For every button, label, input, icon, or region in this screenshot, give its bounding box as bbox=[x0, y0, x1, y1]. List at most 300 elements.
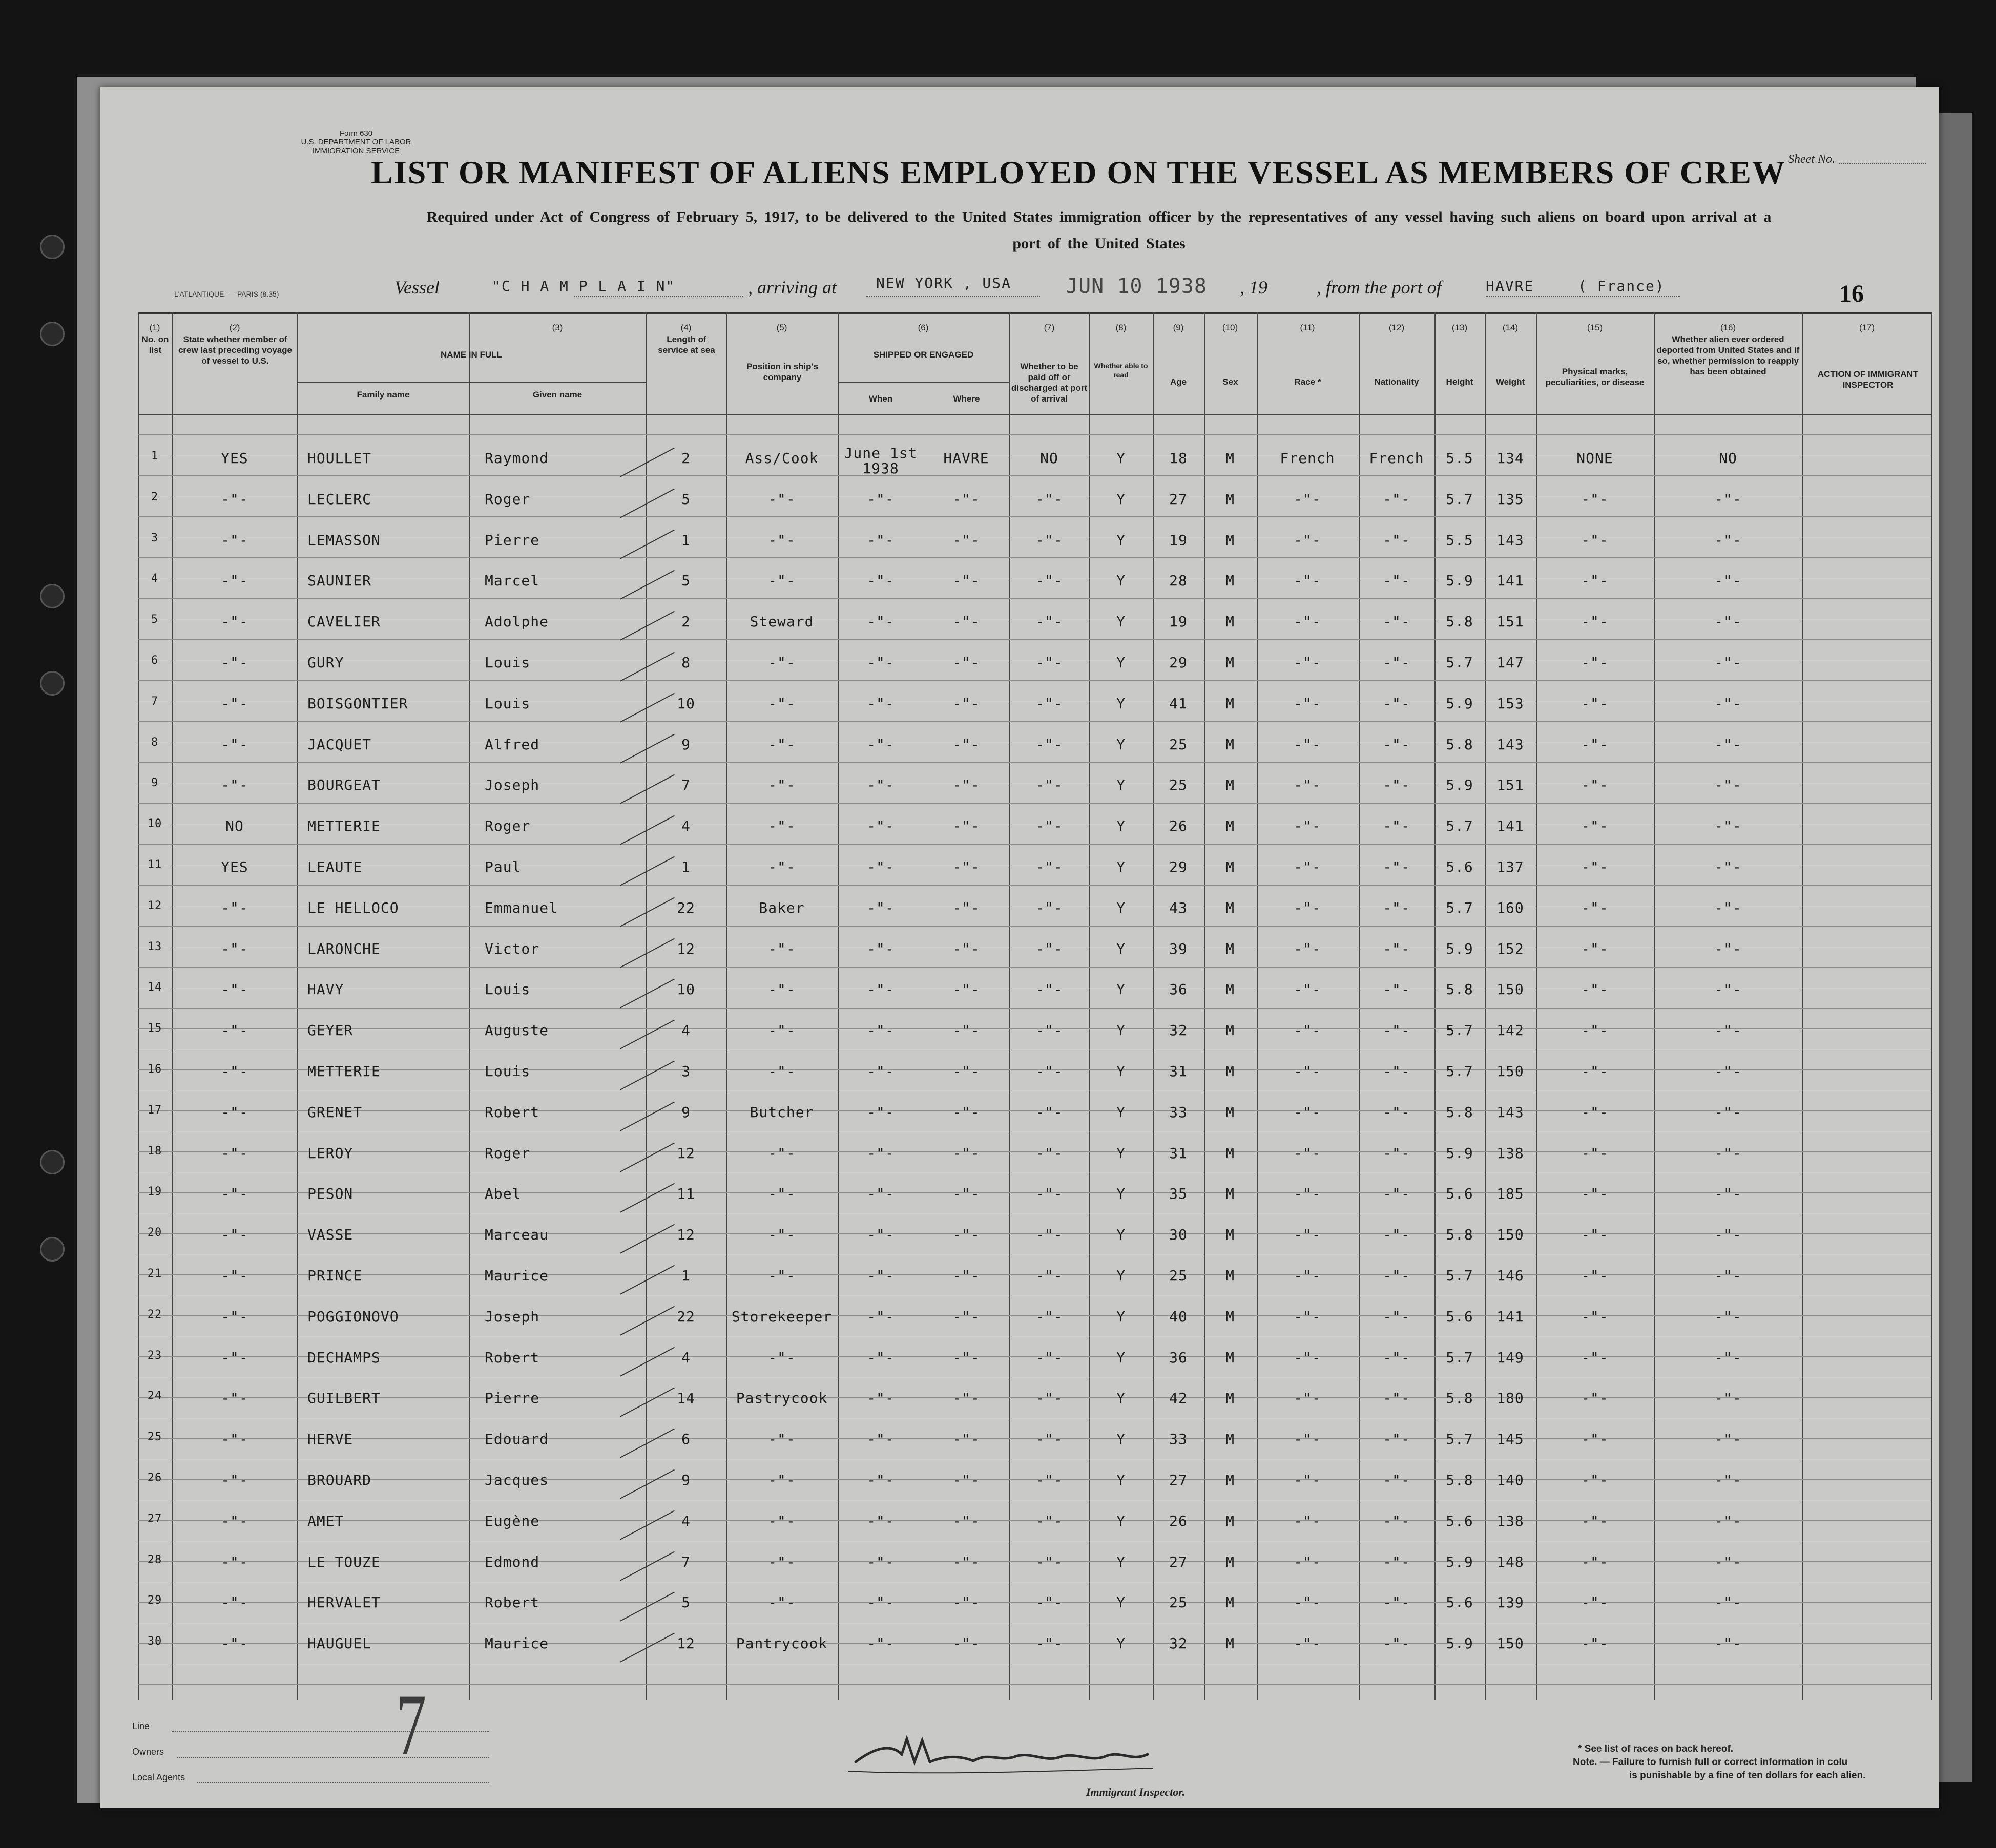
deported-cell: -"- bbox=[1714, 1185, 1742, 1203]
family-name-cell: SAUNIER bbox=[307, 572, 372, 590]
subtitle-line-2: port of the United States bbox=[1012, 235, 1186, 252]
family-name-cell: LE TOUZE bbox=[307, 1553, 381, 1570]
row-number-cell: 15 bbox=[147, 1022, 162, 1035]
deported-cell: -"- bbox=[1714, 531, 1742, 549]
row-number-cell: 16 bbox=[147, 1063, 162, 1076]
shipped-when-cell: -"- bbox=[867, 1472, 895, 1488]
length-of-service-cell: 1 bbox=[681, 1267, 691, 1284]
race-cell: -"- bbox=[1294, 1063, 1321, 1080]
handwritten-seven: 7 bbox=[396, 1676, 427, 1773]
row-number-cell: 18 bbox=[147, 1144, 162, 1158]
height-cell: 5.5 bbox=[1446, 531, 1473, 549]
race-list-note bbox=[1573, 1742, 1865, 1782]
shipped-where-cell: -"- bbox=[952, 858, 980, 875]
shipped-where-cell: -"- bbox=[952, 1635, 980, 1652]
deported-cell: -"- bbox=[1714, 858, 1742, 875]
given-name-cell: Jacques bbox=[485, 1472, 549, 1488]
shipped-when-cell: -"- bbox=[867, 858, 895, 875]
weight-cell: 141 bbox=[1496, 572, 1524, 590]
deported-cell: -"- bbox=[1714, 613, 1742, 631]
column-number: (2) bbox=[229, 323, 240, 332]
weight-cell: 134 bbox=[1496, 450, 1524, 467]
sex-cell: M bbox=[1225, 1144, 1235, 1162]
nationality-cell: -"- bbox=[1383, 1431, 1410, 1448]
shipped-where-cell: -"- bbox=[952, 817, 980, 835]
height-cell: 5.9 bbox=[1446, 695, 1473, 712]
physical-marks-cell: -"- bbox=[1581, 1553, 1609, 1570]
deported-cell: -"- bbox=[1714, 1635, 1742, 1652]
row-number-cell: 5 bbox=[151, 613, 159, 626]
given-name-cell: Roger bbox=[485, 490, 531, 508]
age-cell: 36 bbox=[1169, 981, 1188, 998]
row-rule bbox=[138, 434, 1931, 435]
race-cell: -"- bbox=[1294, 776, 1321, 794]
age-cell: 27 bbox=[1169, 1472, 1188, 1488]
paid-off-cell: -"- bbox=[1035, 1431, 1063, 1448]
position-cell: -"- bbox=[768, 1349, 796, 1366]
header-where: Where bbox=[953, 394, 980, 404]
previous-voyage-cell: YES bbox=[221, 858, 248, 875]
race-cell: -"- bbox=[1294, 858, 1321, 875]
position-cell: -"- bbox=[768, 1226, 796, 1244]
shipped-when-cell: -"- bbox=[867, 1063, 895, 1080]
length-of-service-cell: 7 bbox=[681, 776, 691, 794]
nationality-cell: -"- bbox=[1383, 1308, 1410, 1325]
nationality-cell: -"- bbox=[1383, 695, 1410, 712]
family-name-cell: LE HELLOCO bbox=[307, 899, 399, 916]
deported-cell: -"- bbox=[1714, 695, 1742, 712]
shipped-where-cell: -"- bbox=[952, 899, 980, 916]
paid-off-cell: -"- bbox=[1035, 613, 1063, 631]
row-number-cell: 3 bbox=[151, 531, 159, 544]
paid-off-cell: -"- bbox=[1035, 1308, 1063, 1325]
document-title: LIST OR MANIFEST OF ALIENS EMPLOYED ON THE VESSEL AS MEMBERS OF CREW bbox=[371, 154, 1786, 191]
service-label: IMMIGRATION SERVICE bbox=[312, 146, 400, 155]
row-rule bbox=[138, 926, 1931, 927]
shipped-where-cell: -"- bbox=[952, 490, 980, 508]
weight-cell: 143 bbox=[1496, 1103, 1524, 1121]
given-name-cell: Raymond bbox=[485, 450, 549, 467]
sex-cell: M bbox=[1225, 1635, 1235, 1652]
column-number: (6) bbox=[918, 323, 929, 332]
shipped-where-cell: -"- bbox=[952, 981, 980, 998]
paid-off-cell: -"- bbox=[1035, 572, 1063, 590]
sex-cell: M bbox=[1225, 1063, 1235, 1080]
header-race: Race * bbox=[1294, 377, 1321, 387]
race-cell: -"- bbox=[1294, 899, 1321, 916]
weight-cell: 138 bbox=[1496, 1512, 1524, 1529]
weight-cell: 141 bbox=[1496, 817, 1524, 835]
nationality-cell: -"- bbox=[1383, 1185, 1410, 1203]
height-cell: 5.8 bbox=[1446, 1226, 1473, 1244]
able-to-read-cell: Y bbox=[1116, 695, 1126, 712]
length-of-service-cell: 22 bbox=[677, 1308, 695, 1325]
age-cell: 26 bbox=[1169, 817, 1188, 835]
able-to-read-cell: Y bbox=[1116, 858, 1126, 875]
family-name-cell: LEROY bbox=[307, 1144, 354, 1162]
shipped-when-cell: -"- bbox=[867, 981, 895, 998]
paid-off-cell: -"- bbox=[1035, 1022, 1063, 1039]
previous-voyage-cell: -"- bbox=[221, 1226, 248, 1244]
race-cell: -"- bbox=[1294, 490, 1321, 508]
weight-cell: 145 bbox=[1496, 1431, 1524, 1448]
height-cell: 5.6 bbox=[1446, 1594, 1473, 1611]
paid-off-cell: -"- bbox=[1035, 776, 1063, 794]
shipped-where-cell: -"- bbox=[952, 1594, 980, 1611]
height-cell: 5.8 bbox=[1446, 1103, 1473, 1121]
previous-voyage-cell: -"- bbox=[221, 940, 248, 957]
row-rule bbox=[138, 967, 1931, 968]
shipped-when-cell: -"- bbox=[867, 899, 895, 916]
able-to-read-cell: Y bbox=[1116, 1022, 1126, 1039]
age-cell: 33 bbox=[1169, 1103, 1188, 1121]
sex-cell: M bbox=[1225, 736, 1235, 753]
line-label: Line bbox=[132, 1721, 150, 1731]
header-nationality: Nationality bbox=[1374, 377, 1419, 387]
family-name-cell: AMET bbox=[307, 1512, 344, 1529]
physical-marks-cell: -"- bbox=[1581, 1103, 1609, 1121]
given-name-cell: Pierre bbox=[485, 531, 540, 549]
column-divider bbox=[297, 312, 298, 1700]
deported-cell: -"- bbox=[1714, 1349, 1742, 1366]
length-of-service-cell: 4 bbox=[681, 817, 691, 835]
height-cell: 5.8 bbox=[1446, 1472, 1473, 1488]
weight-cell: 150 bbox=[1496, 1226, 1524, 1244]
shipped-where-cell: -"- bbox=[952, 572, 980, 590]
family-name-cell: HERVALET bbox=[307, 1594, 381, 1611]
column-divider bbox=[726, 312, 727, 1700]
sex-cell: M bbox=[1225, 899, 1235, 916]
weight-cell: 151 bbox=[1496, 613, 1524, 631]
age-cell: 29 bbox=[1169, 858, 1188, 875]
row-rule bbox=[138, 844, 1931, 845]
column-divider bbox=[1089, 312, 1090, 1700]
row-rule bbox=[138, 475, 1931, 476]
punch-hole bbox=[40, 671, 65, 696]
position-cell: -"- bbox=[768, 654, 796, 671]
weight-cell: 152 bbox=[1496, 940, 1524, 957]
weight-cell: 160 bbox=[1496, 899, 1524, 916]
column-number: (16) bbox=[1720, 323, 1736, 332]
weight-cell: 151 bbox=[1496, 776, 1524, 794]
sex-cell: M bbox=[1225, 1349, 1235, 1366]
position-cell: -"- bbox=[768, 776, 796, 794]
shipped-when-cell: -"- bbox=[867, 940, 895, 957]
given-name-cell: Abel bbox=[485, 1185, 522, 1203]
race-cell: -"- bbox=[1294, 1144, 1321, 1162]
deported-cell: -"- bbox=[1714, 1594, 1742, 1611]
column-number: (15) bbox=[1587, 323, 1603, 332]
family-name-cell: PESON bbox=[307, 1185, 354, 1203]
subtitle-line-1: Required under Act of Congress of February 5, 1917, to be delivered to the United States immigration officer by the representatives of any vessel having such aliens on board upon arrival at a bbox=[426, 208, 1772, 225]
length-of-service-cell: 3 bbox=[681, 1063, 691, 1080]
given-name-cell: Joseph bbox=[485, 1308, 540, 1325]
vessel-name: "C H A M P L A I N" bbox=[492, 278, 676, 295]
family-name-cell: BOISGONTIER bbox=[307, 695, 408, 712]
length-of-service-cell: 2 bbox=[681, 613, 691, 631]
paid-off-cell: -"- bbox=[1035, 1185, 1063, 1203]
position-cell: Ass/Cook bbox=[745, 450, 819, 467]
weight-cell: 180 bbox=[1496, 1390, 1524, 1407]
race-cell: -"- bbox=[1294, 1431, 1321, 1448]
previous-voyage-cell: -"- bbox=[221, 654, 248, 671]
previous-voyage-cell: -"- bbox=[221, 1472, 248, 1488]
crew-table bbox=[138, 312, 1931, 1700]
previous-voyage-cell: YES bbox=[221, 450, 248, 467]
weight-cell: 153 bbox=[1496, 695, 1524, 712]
position-cell: Butcher bbox=[750, 1103, 814, 1121]
paid-off-cell: -"- bbox=[1035, 899, 1063, 916]
previous-voyage-cell: -"- bbox=[221, 1267, 248, 1284]
position-cell: -"- bbox=[768, 1512, 796, 1529]
height-cell: 5.6 bbox=[1446, 858, 1473, 875]
physical-marks-cell: -"- bbox=[1581, 1431, 1609, 1448]
column-divider bbox=[1009, 312, 1010, 1700]
row-number-cell: 6 bbox=[151, 654, 159, 667]
previous-voyage-cell: -"- bbox=[221, 736, 248, 753]
sex-cell: M bbox=[1225, 1431, 1235, 1448]
length-of-service-cell: 5 bbox=[681, 1594, 691, 1611]
position-cell: Pastrycook bbox=[736, 1390, 828, 1407]
position-cell: -"- bbox=[768, 1472, 796, 1488]
sex-cell: M bbox=[1225, 981, 1235, 998]
nationality-cell: -"- bbox=[1383, 1349, 1410, 1366]
race-cell: -"- bbox=[1294, 695, 1321, 712]
header-age: Age bbox=[1170, 377, 1187, 387]
age-cell: 27 bbox=[1169, 490, 1188, 508]
age-cell: 28 bbox=[1169, 572, 1188, 590]
sex-cell: M bbox=[1225, 450, 1235, 467]
column-number: (8) bbox=[1115, 323, 1127, 332]
sex-cell: M bbox=[1225, 1553, 1235, 1570]
paid-off-cell: -"- bbox=[1035, 1635, 1063, 1652]
able-to-read-cell: Y bbox=[1116, 1472, 1126, 1488]
position-cell: -"- bbox=[768, 1594, 796, 1611]
nationality-cell: -"- bbox=[1383, 736, 1410, 753]
shipped-when-cell: -"- bbox=[867, 1226, 895, 1244]
previous-voyage-cell: -"- bbox=[221, 981, 248, 998]
previous-voyage-cell: -"- bbox=[221, 1594, 248, 1611]
column-number: (12) bbox=[1388, 323, 1405, 332]
row-number-cell: 26 bbox=[147, 1472, 162, 1484]
able-to-read-cell: Y bbox=[1116, 899, 1126, 916]
age-cell: 25 bbox=[1169, 776, 1188, 794]
family-name-cell: HOULLET bbox=[307, 450, 372, 467]
length-of-service-cell: 4 bbox=[681, 1022, 691, 1039]
shipped-where-cell: -"- bbox=[952, 695, 980, 712]
row-number-cell: 22 bbox=[147, 1308, 162, 1321]
age-cell: 19 bbox=[1169, 531, 1188, 549]
length-of-service-cell: 10 bbox=[677, 695, 695, 712]
shipped-when-cell: -"- bbox=[867, 1267, 895, 1284]
sex-cell: M bbox=[1225, 1594, 1235, 1611]
physical-marks-cell: -"- bbox=[1581, 1185, 1609, 1203]
able-to-read-cell: Y bbox=[1116, 736, 1126, 753]
row-number-cell: 17 bbox=[147, 1103, 162, 1117]
paid-off-cell: -"- bbox=[1035, 531, 1063, 549]
weight-cell: 137 bbox=[1496, 858, 1524, 875]
row-rule bbox=[138, 516, 1931, 517]
age-cell: 40 bbox=[1169, 1308, 1188, 1325]
header-position: Position in ship's company bbox=[746, 362, 819, 382]
position-cell: -"- bbox=[768, 1267, 796, 1284]
weight-cell: 150 bbox=[1496, 1635, 1524, 1652]
age-cell: 32 bbox=[1169, 1022, 1188, 1039]
race-cell: -"- bbox=[1294, 1308, 1321, 1325]
family-name-cell: LECLERC bbox=[307, 490, 372, 508]
given-name-cell: Auguste bbox=[485, 1022, 549, 1039]
arrival-date-stamp: JUN 10 1938 bbox=[1066, 275, 1207, 298]
family-name-cell: GEYER bbox=[307, 1022, 354, 1039]
race-cell: -"- bbox=[1294, 1349, 1321, 1366]
height-cell: 5.7 bbox=[1446, 1349, 1473, 1366]
header-weight: Weight bbox=[1495, 377, 1525, 387]
given-name-cell: Adolphe bbox=[485, 613, 549, 631]
deported-cell: -"- bbox=[1714, 1308, 1742, 1325]
paid-off-cell: -"- bbox=[1035, 1063, 1063, 1080]
physical-marks-cell: -"- bbox=[1581, 572, 1609, 590]
paid-off-cell: -"- bbox=[1035, 1103, 1063, 1121]
shipped-when-cell: -"- bbox=[867, 1349, 895, 1366]
length-of-service-cell: 9 bbox=[681, 1103, 691, 1121]
shipped-where-cell: -"- bbox=[952, 1553, 980, 1570]
nationality-cell: French bbox=[1369, 450, 1424, 467]
header-previous-voyage: State whether member of crew last preceding voyage of vessel to U.S. bbox=[178, 334, 293, 366]
punch-hole bbox=[40, 322, 65, 346]
height-cell: 5.6 bbox=[1446, 1512, 1473, 1529]
nationality-cell: -"- bbox=[1383, 613, 1410, 631]
column-divider bbox=[172, 312, 173, 1700]
column-divider bbox=[1485, 312, 1486, 1700]
paid-off-cell: -"- bbox=[1035, 1553, 1063, 1570]
able-to-read-cell: Y bbox=[1116, 817, 1126, 835]
punch-hole bbox=[40, 1237, 65, 1262]
weight-cell: 150 bbox=[1496, 1063, 1524, 1080]
race-cell: -"- bbox=[1294, 1267, 1321, 1284]
nationality-cell: -"- bbox=[1383, 1063, 1410, 1080]
failure-note-text: Note. — Failure to furnish full or correct information in colu bbox=[1573, 1757, 1848, 1768]
race-cell: French bbox=[1280, 450, 1335, 467]
length-of-service-cell: 2 bbox=[681, 450, 691, 467]
family-name-cell: HERVE bbox=[307, 1431, 354, 1448]
age-cell: 41 bbox=[1169, 695, 1188, 712]
previous-voyage-cell: NO bbox=[225, 817, 244, 835]
length-of-service-cell: 11 bbox=[677, 1185, 695, 1203]
age-cell: 42 bbox=[1169, 1390, 1188, 1407]
previous-voyage-cell: -"- bbox=[221, 1390, 248, 1407]
row-number-cell: 28 bbox=[147, 1553, 162, 1566]
family-name-cell: LEMASSON bbox=[307, 531, 381, 549]
nationality-cell: -"- bbox=[1383, 1226, 1410, 1244]
length-of-service-cell: 10 bbox=[677, 981, 695, 998]
row-rule bbox=[138, 1008, 1931, 1009]
row-number-cell: 2 bbox=[151, 490, 159, 503]
height-cell: 5.8 bbox=[1446, 613, 1473, 631]
race-cell: -"- bbox=[1294, 1022, 1321, 1039]
length-of-service-cell: 6 bbox=[681, 1431, 691, 1448]
column-number: (3) bbox=[552, 323, 563, 332]
able-to-read-cell: Y bbox=[1116, 1063, 1126, 1080]
row-number-cell: 23 bbox=[147, 1349, 162, 1362]
column-divider bbox=[1153, 312, 1154, 1700]
physical-marks-cell: -"- bbox=[1581, 695, 1609, 712]
able-to-read-cell: Y bbox=[1116, 450, 1126, 467]
able-to-read-cell: Y bbox=[1116, 1349, 1126, 1366]
header-bottom-rule bbox=[138, 414, 1931, 415]
column-number: (7) bbox=[1044, 323, 1055, 332]
position-cell: -"- bbox=[768, 490, 796, 508]
length-of-service-cell: 7 bbox=[681, 1553, 691, 1570]
able-to-read-cell: Y bbox=[1116, 776, 1126, 794]
previous-voyage-cell: -"- bbox=[221, 1308, 248, 1325]
inspector-signature bbox=[845, 1726, 1163, 1782]
length-of-service-cell: 8 bbox=[681, 654, 691, 671]
shipped-where-cell: -"- bbox=[952, 1063, 980, 1080]
given-name-cell: Edouard bbox=[485, 1431, 549, 1448]
given-name-cell: Louis bbox=[485, 654, 531, 671]
physical-marks-cell: -"- bbox=[1581, 1308, 1609, 1325]
physical-marks-cell: -"- bbox=[1581, 654, 1609, 671]
length-of-service-cell: 4 bbox=[681, 1512, 691, 1529]
column-number: (1) bbox=[149, 323, 160, 332]
family-name-cell: LEAUTE bbox=[307, 858, 363, 875]
column-divider bbox=[1654, 312, 1655, 1700]
physical-marks-cell: -"- bbox=[1581, 776, 1609, 794]
paid-off-cell: -"- bbox=[1035, 1594, 1063, 1611]
row-number-cell: 4 bbox=[151, 572, 159, 585]
previous-voyage-cell: -"- bbox=[221, 695, 248, 712]
column-divider bbox=[138, 312, 139, 1700]
nationality-cell: -"- bbox=[1383, 1512, 1410, 1529]
age-cell: 35 bbox=[1169, 1185, 1188, 1203]
nationality-cell: -"- bbox=[1383, 490, 1410, 508]
previous-voyage-cell: -"- bbox=[221, 1635, 248, 1652]
header-sex: Sex bbox=[1222, 377, 1238, 387]
length-of-service-cell: 1 bbox=[681, 858, 691, 875]
given-name-cell: Roger bbox=[485, 817, 531, 835]
from-port-label: , from the port of bbox=[1317, 277, 1442, 298]
height-cell: 5.7 bbox=[1446, 899, 1473, 916]
height-cell: 5.7 bbox=[1446, 817, 1473, 835]
family-name-cell: METTERIE bbox=[307, 817, 381, 835]
weight-cell: 147 bbox=[1496, 654, 1524, 671]
height-cell: 5.8 bbox=[1446, 981, 1473, 998]
header-given-name: Given name bbox=[532, 390, 583, 400]
given-name-cell: Roger bbox=[485, 1144, 531, 1162]
family-name-cell: POGGIONOVO bbox=[307, 1308, 399, 1325]
sex-cell: M bbox=[1225, 695, 1235, 712]
punch-hole bbox=[40, 235, 65, 259]
deported-cell: -"- bbox=[1714, 736, 1742, 753]
length-of-service-cell: 1 bbox=[681, 531, 691, 549]
shipped-when-cell: -"- bbox=[867, 1512, 895, 1529]
voyage-line bbox=[394, 277, 1906, 307]
race-cell: -"- bbox=[1294, 1103, 1321, 1121]
shipped-where-cell: -"- bbox=[952, 1390, 980, 1407]
physical-marks-cell: -"- bbox=[1581, 1390, 1609, 1407]
shipped-where-cell: HAVRE bbox=[943, 450, 989, 467]
local-agents-field bbox=[197, 1782, 489, 1783]
able-to-read-cell: Y bbox=[1116, 1635, 1126, 1652]
row-number-cell: 20 bbox=[147, 1226, 162, 1240]
header-name-in-full: NAME IN FULL bbox=[441, 350, 502, 360]
length-of-service-cell: 12 bbox=[677, 1635, 695, 1652]
height-cell: 5.7 bbox=[1446, 654, 1473, 671]
previous-voyage-cell: -"- bbox=[221, 490, 248, 508]
punch-hole bbox=[40, 584, 65, 608]
length-of-service-cell: 12 bbox=[677, 1226, 695, 1244]
shipped-when-cell: -"- bbox=[867, 654, 895, 671]
